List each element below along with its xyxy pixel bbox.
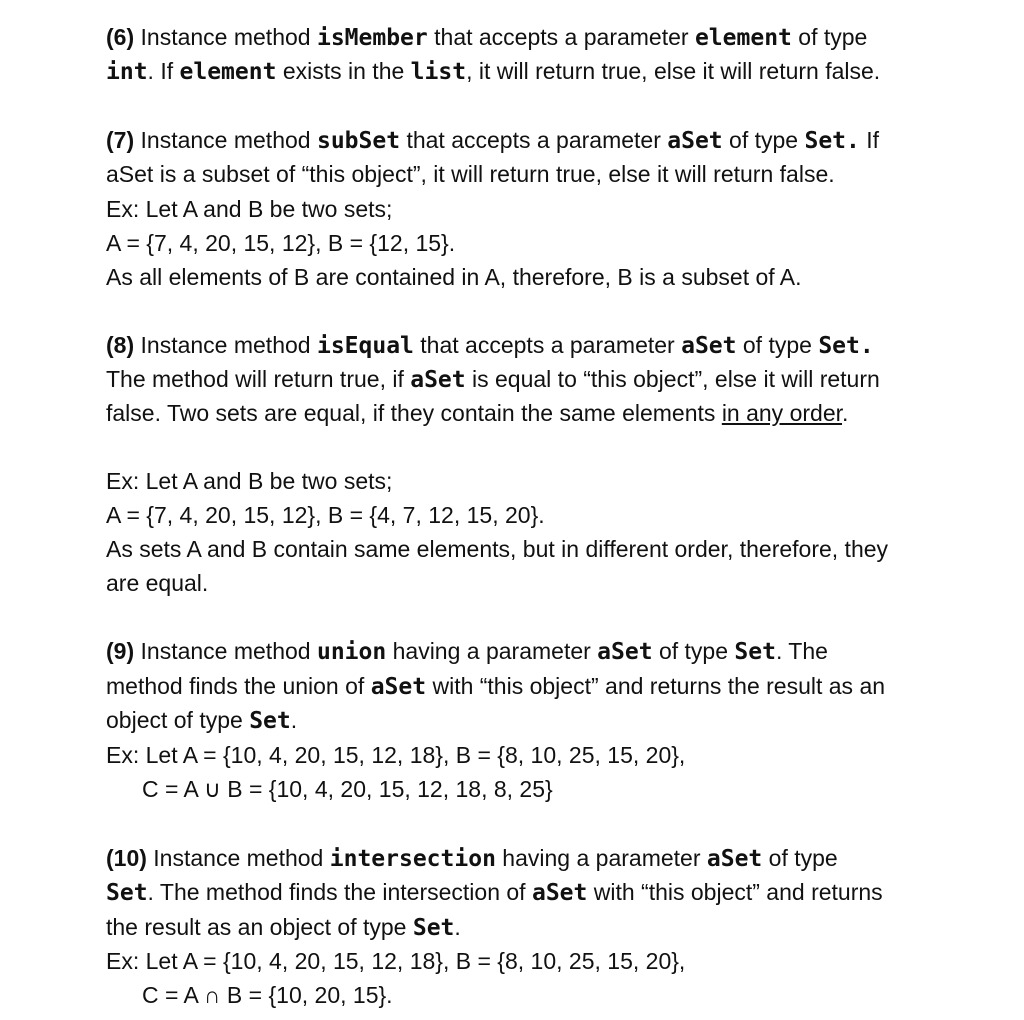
line-text: Instance method bbox=[134, 127, 317, 153]
code-identifier: aSet bbox=[370, 674, 427, 700]
line-text: Ex: Let A and B be two sets; bbox=[106, 196, 393, 222]
section-6-line-1 bbox=[106, 22, 867, 52]
code-identifier: Set bbox=[249, 708, 291, 734]
section-10-line-2 bbox=[106, 877, 883, 907]
line-text: aSet is a subset of “this object”, it will return true, else it will return false. bbox=[106, 161, 835, 187]
line-text: the result as an object of type bbox=[106, 914, 413, 940]
item-number: (7) bbox=[106, 127, 135, 153]
section-9-example-union bbox=[142, 774, 553, 804]
code-identifier: aSet bbox=[410, 367, 466, 393]
code-identifier: isEqual bbox=[316, 333, 414, 359]
line-text: A = {7, 4, 20, 15, 12}, B = {4, 7, 12, 15, 20}. bbox=[106, 502, 545, 528]
line-text: having a parameter bbox=[495, 845, 707, 871]
line-text: Ex: Let A and B be two sets; bbox=[106, 468, 393, 494]
line-text: that accepts a parameter bbox=[413, 332, 682, 358]
code-identifier: aSet bbox=[531, 880, 588, 906]
line-text: . The method finds the intersection of bbox=[147, 879, 532, 905]
underlined-text: in any order bbox=[721, 400, 843, 426]
line-text: of type bbox=[791, 24, 868, 50]
line-text: A = {7, 4, 20, 15, 12}, B = {12, 15}. bbox=[106, 230, 456, 256]
section-10-example-intersection bbox=[142, 980, 393, 1010]
section-8-line-1 bbox=[106, 330, 874, 360]
section-9-line-2 bbox=[106, 671, 885, 701]
line-text: Instance method bbox=[134, 332, 317, 358]
section-10-line-3 bbox=[106, 912, 461, 942]
line-text: with “this object” and returns bbox=[587, 879, 883, 905]
line-text: of type bbox=[762, 845, 838, 871]
line-text: are equal. bbox=[106, 570, 209, 596]
code-identifier: Set. bbox=[804, 128, 860, 154]
section-8-example-intro bbox=[106, 466, 392, 496]
section-8-example-conclusion-1 bbox=[106, 534, 888, 564]
line-text: with “this object” and returns the result as an bbox=[426, 673, 886, 699]
line-text: As all elements of B are contained in A, therefore, B is a subset of A. bbox=[106, 264, 802, 290]
line-text: method finds the union of bbox=[106, 673, 371, 699]
line-text: of type bbox=[736, 332, 819, 358]
line-text: of type bbox=[722, 127, 805, 153]
line-text: Instance method bbox=[146, 845, 330, 871]
code-identifier: element bbox=[694, 25, 792, 51]
item-number: (10) bbox=[106, 845, 147, 871]
line-text: Instance method bbox=[134, 638, 317, 664]
section-8-example-sets bbox=[106, 500, 545, 530]
item-number: (8) bbox=[106, 332, 135, 358]
code-identifier: Set bbox=[734, 639, 776, 665]
line-text: that accepts a parameter bbox=[400, 127, 668, 153]
code-identifier: union bbox=[316, 639, 387, 665]
section-7-line-2 bbox=[106, 159, 835, 189]
section-9-example-sets bbox=[106, 740, 685, 770]
code-identifier: aSet bbox=[706, 846, 763, 872]
section-10-example-sets bbox=[106, 946, 685, 976]
code-identifier: aSet bbox=[667, 128, 723, 154]
line-text: . bbox=[290, 707, 298, 733]
section-7-line-1 bbox=[106, 125, 879, 155]
line-text: As sets A and B contain same elements, but in different order, therefore, they bbox=[106, 536, 889, 562]
line-text: C = A ∪ B = {10, 4, 20, 15, 12, 18, 8, 25} bbox=[142, 776, 553, 802]
item-number: (6) bbox=[106, 24, 135, 50]
section-8-line-2 bbox=[106, 364, 880, 394]
section-8-example-conclusion-2 bbox=[106, 568, 208, 598]
section-10-line-1 bbox=[106, 843, 838, 873]
line-text: object of type bbox=[106, 707, 250, 733]
line-text: . The bbox=[775, 638, 828, 664]
line-text: . If bbox=[147, 58, 180, 84]
line-text: , it will return true, else it will return false. bbox=[466, 58, 881, 84]
line-text: is equal to “this object”, else it will return bbox=[465, 366, 880, 392]
line-text: Ex: Let A = {10, 4, 20, 15, 12, 18}, B = {8, 10, 25, 15, 20}, bbox=[106, 742, 686, 768]
code-identifier: Set. bbox=[818, 333, 874, 359]
code-identifier: aSet bbox=[681, 333, 737, 359]
line-text: that accepts a parameter bbox=[427, 24, 695, 50]
section-7-example-intro bbox=[106, 194, 392, 224]
code-identifier: subSet bbox=[316, 128, 401, 154]
line-text: The method will return true, if bbox=[106, 366, 411, 392]
section-9-line-1 bbox=[106, 636, 828, 666]
line-text: of type bbox=[652, 638, 735, 664]
line-text: Ex: Let A = {10, 4, 20, 15, 12, 18}, B = {8, 10, 25, 15, 20}, bbox=[106, 948, 686, 974]
line-text: If bbox=[859, 127, 880, 153]
line-text: . bbox=[454, 914, 461, 940]
line-text: . bbox=[842, 400, 849, 426]
item-number: (9) bbox=[106, 638, 135, 664]
section-7-example-conclusion bbox=[106, 262, 802, 292]
code-identifier: list bbox=[410, 59, 467, 85]
code-identifier: intersection bbox=[329, 846, 496, 872]
section-6-line-2 bbox=[106, 56, 880, 86]
section-7-example-sets bbox=[106, 228, 455, 258]
line-text: Instance method bbox=[134, 24, 317, 50]
code-identifier: aSet bbox=[597, 639, 653, 665]
line-text: having a parameter bbox=[386, 638, 598, 664]
code-identifier: isMember bbox=[316, 25, 428, 51]
line-text: C = A ∩ B = {10, 20, 15}. bbox=[142, 982, 393, 1008]
section-8-line-3 bbox=[106, 398, 848, 428]
code-identifier: element bbox=[179, 59, 277, 85]
code-identifier: int bbox=[106, 59, 148, 85]
code-identifier: Set bbox=[106, 880, 148, 906]
section-9-line-3 bbox=[106, 705, 297, 735]
line-text: exists in the bbox=[276, 58, 411, 84]
code-identifier: Set bbox=[412, 915, 455, 941]
line-text: false. Two sets are equal, if they contain the same elements bbox=[106, 400, 722, 426]
